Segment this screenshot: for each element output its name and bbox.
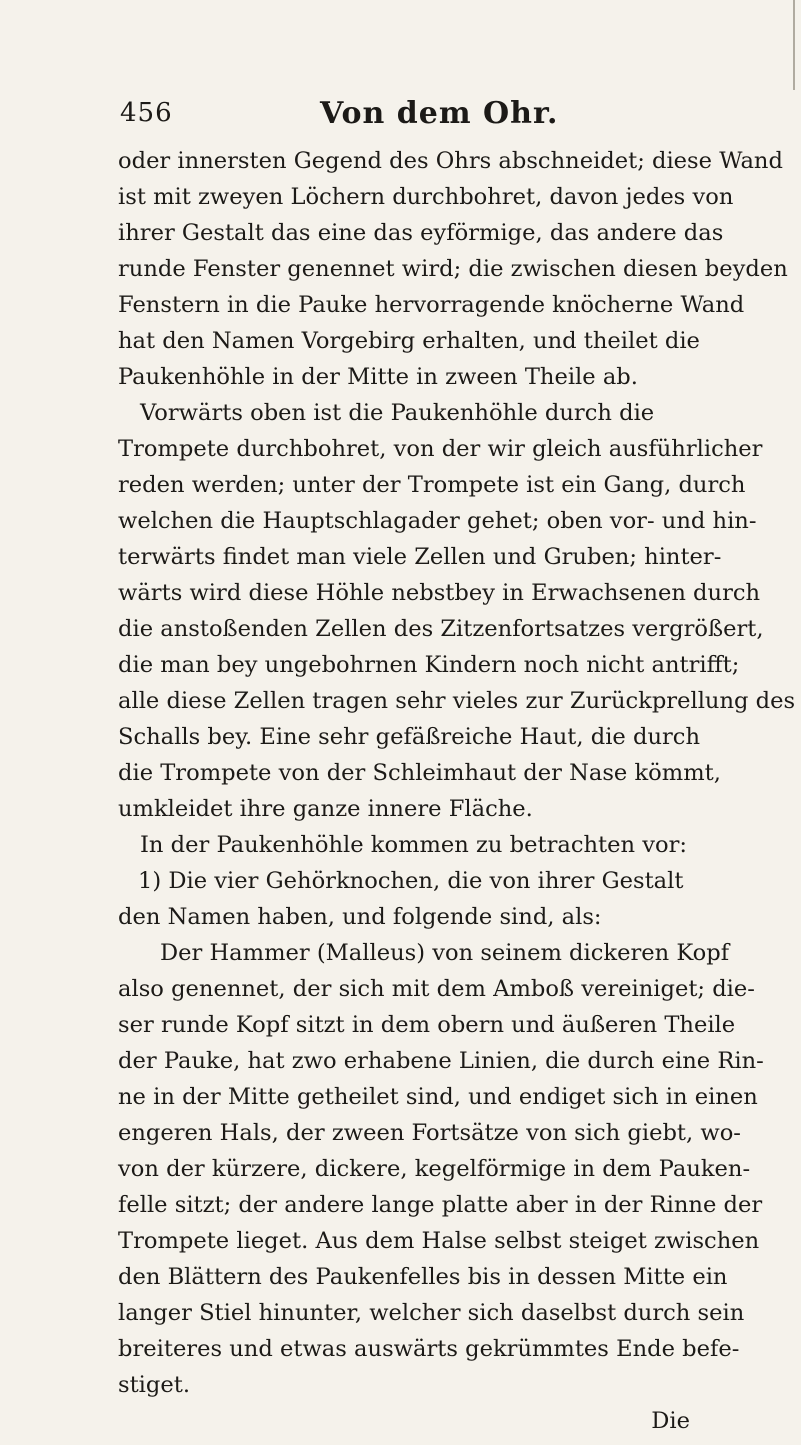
text-line: breiteres und etwas auswärts gekrümmtes Ende befe- [118, 1336, 740, 1362]
text-line: die Trompete von der Schleimhaut der Nase kömmt, [118, 760, 721, 786]
text-line: von der kürzere, dickere, kegelförmige in dem Pauken- [118, 1156, 751, 1182]
text-line: 1) Die vier Gehörknochen, die von ihrer Gestalt [138, 868, 684, 894]
text-line: felle sitzt; der andere lange platte aber in der Rinne der [118, 1192, 763, 1218]
text-line: In der Paukenhöhle kommen zu betrachten vor: [140, 832, 688, 858]
text-line: ihrer Gestalt das eine das eyförmige, das andere das [118, 220, 724, 246]
text-line: wärts wird diese Höhle nebstbey in Erwachsenen durch [118, 580, 761, 606]
text-line: die anstoßenden Zellen des Zitzenfortsatzes vergrößert, [118, 616, 764, 642]
catchword: Die [651, 1408, 690, 1434]
text-line: hat den Namen Vorgebirg erhalten, und theilet die [118, 328, 700, 354]
page-header [120, 96, 680, 136]
text-line: Der Hammer (Malleus) von seinem dickeren Kopf [160, 940, 730, 966]
text-line: den Blättern des Paukenfelles bis in dessen Mitte ein [118, 1264, 728, 1290]
text-line: Vorwärts oben ist die Paukenhöhle durch die [140, 400, 655, 426]
text-line: alle diese Zellen tragen sehr vieles zur Zurückprellung des [118, 688, 796, 714]
text-line: Schalls bey. Eine sehr gefäßreiche Haut, die durch [118, 724, 701, 750]
text-line: ne in der Mitte getheilet sind, und endiget sich in einen [118, 1084, 758, 1110]
text-line: umkleidet ihre ganze innere Fläche. [118, 796, 533, 822]
body-text [118, 143, 796, 1439]
text-line: den Namen haben, und folgende sind, als: [118, 904, 602, 930]
page-edge-shadow [793, 0, 795, 90]
text-line: engeren Hals, der zween Fortsätze von sich giebt, wo- [118, 1120, 741, 1146]
text-line: Paukenhöhle in der Mitte in zween Theile ab. [118, 364, 638, 390]
text-line: terwärts findet man viele Zellen und Gruben; hinter- [118, 544, 722, 570]
text-line: Trompete durchbohret, von der wir gleich ausführlicher [118, 436, 763, 462]
text-line: ser runde Kopf sitzt in dem obern und äußeren Theile [118, 1012, 736, 1038]
text-line: runde Fenster genennet wird; die zwischen diesen beyden [118, 256, 788, 282]
text-line: Fenstern in die Pauke hervorragende knöcherne Wand [118, 292, 745, 318]
text-line: stiget. [118, 1372, 190, 1398]
text-line: reden werden; unter der Trompete ist ein Gang, durch [118, 472, 746, 498]
text-line: der Pauke, hat zwo erhabene Linien, die durch eine Rin- [118, 1048, 764, 1074]
page-number: 456 [120, 98, 173, 128]
text-line: Trompete lieget. Aus dem Halse selbst steiget zwischen [118, 1228, 760, 1254]
text-line: oder innersten Gegend des Ohrs abschneidet; diese Wand [118, 148, 783, 174]
text-line: ist mit zweyen Löchern durchbohret, davon jedes von [118, 184, 734, 210]
text-line: langer Stiel hinunter, welcher sich daselbst durch sein [118, 1300, 745, 1326]
text-line: also genennet, der sich mit dem Amboß vereiniget; die- [118, 976, 755, 1002]
text-line: die man bey ungebohrnen Kindern noch nicht antrifft; [118, 652, 740, 678]
text-line: welchen die Hauptschlagader gehet; oben vor- und hin- [118, 508, 757, 534]
running-head: Von dem Ohr. [320, 96, 559, 131]
